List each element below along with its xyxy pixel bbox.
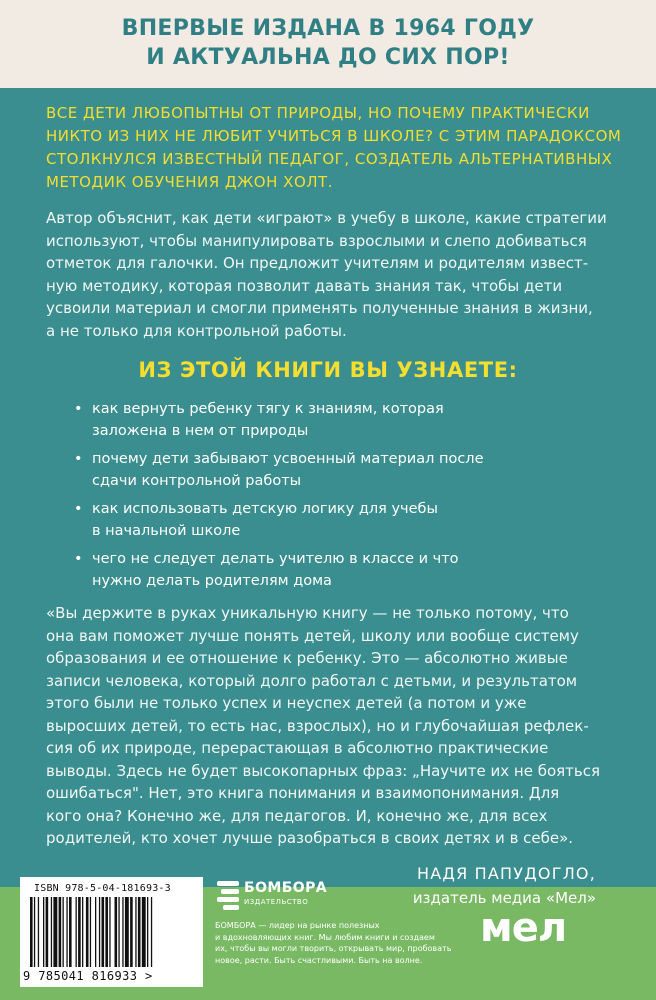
description-paragraph (46, 207, 626, 342)
author-role: издатель медиа «Мел» (412, 889, 596, 907)
barcode-bar (82, 897, 83, 967)
barcode-bar (147, 897, 148, 967)
quote-line: записи человека, который долго работал с детьми, и результатом (46, 671, 578, 690)
barcode-digits: 9 785041 816933 > (23, 969, 153, 983)
bullet-item (74, 498, 634, 542)
quote-author (413, 862, 596, 910)
bullet-line: сдачи контрольной работы (92, 473, 302, 489)
barcode-bar (95, 897, 96, 967)
bullet-line: заложена в нем от природы (92, 423, 309, 439)
author-name: НАДЯ ПАПУДОГЛО, (417, 864, 596, 883)
intro-line: МЕТОДИК ОБУЧЕНИЯ ДЖОН ХОЛТ. (46, 173, 333, 191)
barcode-bar (115, 897, 118, 967)
intro-line: НИКТО ИЗ НИХ НЕ ЛЮБИТ УЧИТЬСЯ В ШКОЛЕ? С ЭТИМ ПАРАДОКСОМ (46, 127, 622, 145)
quote-line: этого были не только успех и неуспех детей (а потом и уже (46, 694, 527, 712)
bullet-item (74, 398, 634, 442)
description-line: используют, чтобы манипулировать взрослыми и слепо добиваться (46, 231, 587, 250)
barcode-bars (30, 897, 195, 967)
barcode-bar (69, 897, 72, 967)
publisher-line: БОМБОРА — лидер на рынке полезных (215, 921, 380, 930)
quote-line: образования и ее отношение к ребенку. Это — абсолютно живые (46, 649, 568, 667)
bullet-marker: • (74, 451, 83, 467)
intro-line: СТОЛКНУЛСЯ ИЗВЕСТНЫЙ ПЕДАГОГ, СОЗДАТЕЛЬ АЛЬТЕРНАТИВНЫХ (46, 150, 613, 168)
barcode-bar (66, 897, 67, 967)
publisher-description (215, 920, 465, 966)
bullet-line: нужно делать родителям дома (92, 573, 332, 589)
barcode-bar (138, 897, 141, 967)
quote-line: родителей, кто хочет лучше разобраться в своих детях и в себе». (46, 829, 574, 847)
bullet-marker: • (74, 401, 83, 417)
bullet-marker: • (74, 501, 83, 517)
description-line: усвоили материал и смогли применять полученные знания в жизни, (46, 299, 593, 317)
barcode-bar (43, 897, 44, 967)
bullet-line: как использовать детскую логику для учебы (92, 501, 438, 517)
barcode-bar (99, 897, 100, 967)
quote-line: кого она? Конечно же, для педагогов. И, конечно же, для всех (46, 806, 548, 825)
bullet-line: чего не следует делать учителю в классе и что (92, 551, 459, 567)
barcode-bar (46, 897, 49, 967)
barcode-bar (125, 897, 129, 967)
quote-paragraph (46, 602, 626, 850)
publisher-subtitle: ИЗДАТЕЛЬСТВО (244, 898, 309, 906)
publisher-line: новое, расти. Быть счастливыми. Быть на волне. (215, 955, 423, 965)
description-line: ную методику, которая позволит давать знания так, чтобы дети (46, 276, 563, 295)
barcode-bar (90, 897, 91, 967)
barcode-bar (151, 897, 152, 967)
description-line: а не только для контрольной работы. (46, 321, 347, 340)
quote-line: она вам поможет лучше понять детей, школу или вообще систему (46, 626, 579, 645)
bullet-list (74, 398, 634, 598)
bullet-line: как вернуть ребенку тягу к знаниям, которая (92, 401, 444, 417)
barcode-bar (86, 897, 89, 967)
barcode-bar (76, 897, 77, 967)
intro-paragraph (46, 102, 626, 194)
publisher-line: их, чтобы вы могли творить, открывать мир, пробовать (215, 944, 452, 953)
description-line: Автор объяснит, как дети «играют» в учебу в школе, какие стратегии (46, 209, 607, 227)
barcode-bar (122, 897, 123, 967)
barcode-bar (53, 897, 57, 967)
barcode-bar (102, 897, 105, 967)
headline (0, 14, 656, 72)
barcode-bar (59, 897, 62, 967)
description-line: отметок для галочки. Он предложит учителям и родителям извест- (46, 254, 589, 272)
barcode-bar (118, 897, 119, 967)
bullet-line: в начальной школе (92, 523, 241, 539)
barcode-bar (130, 897, 133, 967)
barcode-bar (51, 897, 52, 967)
learn-title: ИЗ ЭТОЙ КНИГИ ВЫ УЗНАЕТЕ: (138, 358, 518, 382)
bullet-item (74, 548, 634, 592)
barcode-bar (63, 897, 64, 967)
barcode-bar (78, 897, 81, 967)
bullet-marker: • (74, 551, 83, 567)
quote-line: выводы. Здесь не будет высокопарных фраз: „Научите их не бояться (46, 761, 601, 780)
headline-line-1: ВПЕРВЫЕ ИЗДАНА В 1964 ГОДУ (121, 16, 535, 41)
quote-line: «Вы держите в руках уникальную книгу — не только потому, что (46, 604, 569, 622)
barcode-bar (142, 897, 146, 967)
quote-line: сия об их природе, перерастающая в абсолютно практические (46, 739, 549, 757)
barcode-bar (30, 897, 33, 967)
barcode-bar (109, 897, 110, 967)
quote-line: ошибаться". Нет, это книга понимания и взаимопонимания. Для (46, 784, 560, 802)
publisher-line: и вдохновляющих книг. Мы любим книги и создаем (215, 932, 435, 942)
barcode-bar (34, 897, 35, 967)
isbn-label: ISBN 978-5-04-181693-3 (34, 883, 171, 894)
barcode-bar (135, 897, 136, 967)
headline-line-2: И АКТУАЛЬНА ДО СИХ ПОР! (146, 45, 510, 70)
mel-logo: мел (480, 905, 567, 951)
barcode-bar (38, 897, 39, 967)
barcode (20, 877, 203, 987)
quote-line: выросших детей, то есть нас, взрослых), но и глубочайшая рефлек- (46, 716, 589, 735)
bullet-line: почему дети забывают усвоенный материал после (92, 451, 484, 467)
barcode-bar (105, 897, 108, 967)
publisher-name: БОМБОРА (244, 880, 327, 896)
intro-line: ВСЕ ДЕТИ ЛЮБОПЫТНЫ ОТ ПРИРОДЫ, НО ПОЧЕМУ ПРАКТИЧЕСКИ (46, 104, 590, 122)
bullet-item (74, 448, 634, 492)
